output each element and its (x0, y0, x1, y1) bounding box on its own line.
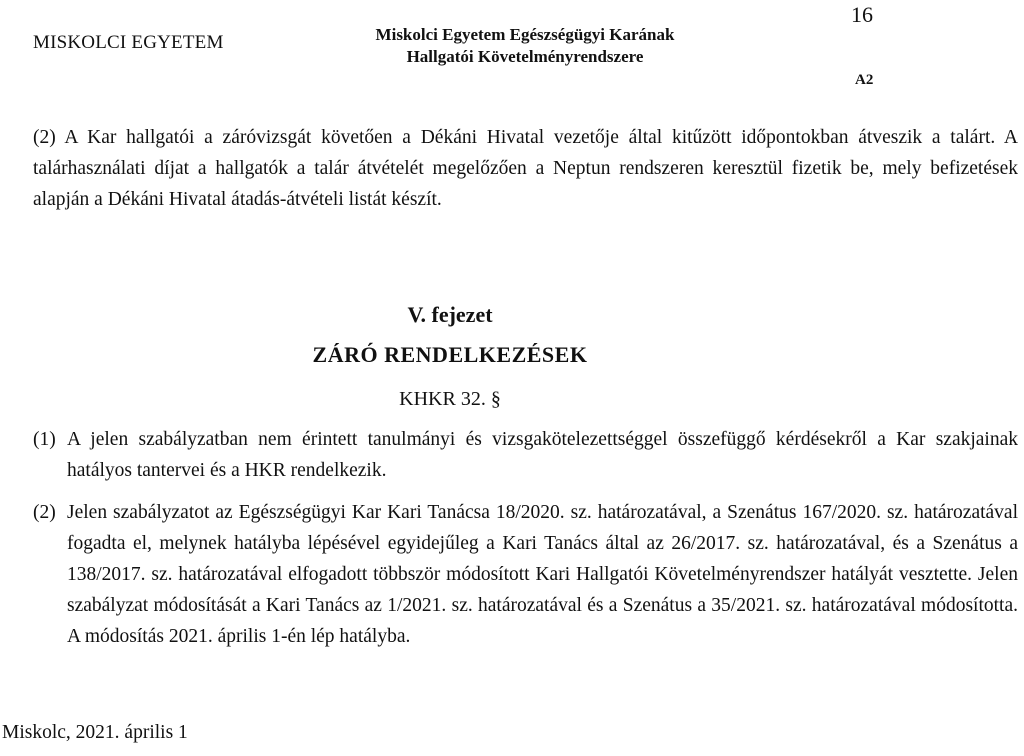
paragraph-2: (2) A Kar hallgatói a záróvizsgát követően a Dékáni Hivatal vezetője által kitűzött időpontokban átveszik a talárt. A talárhasználati díjat a hallgatók a talár átvételét megelőzően a Neptun rendszeren keresztül fizetik be, mely befizetések alapján a Dékáni Hivatal átadás-átvételi listát készít. (33, 127, 1018, 210)
place-and-date: Miskolc, 2021. április 1 (2, 722, 188, 743)
section-item-1 (33, 424, 1018, 486)
item-number: (2) (33, 502, 56, 523)
chapter-title: ZÁRÓ RENDELKEZÉSEK (312, 342, 588, 367)
item-text: Jelen szabályzatot az Egészségügyi Kar Kari Tanácsa 18/2020. sz. határozatával, a Szenátus 167/2020. sz. határozatával fogadta el, melynek hatályba lépésével egyidejűleg a Kari Tanács által az 26/2017. sz. határozatával, és a Szenátus a 138/2017. sz. határozatával elfogadott többször módosított Kari Hallgatói Követelményrendszer hatályát vesztette. Jelen szabályzat módosítását a Kari Tanács az 1/2021. sz. határozatával és a Szenátus a 35/2021. sz. határozatával módosította. A módosítás 2021. április 1-én lép hatályba. (67, 502, 1018, 647)
university-name: MISKOLCI EGYETEM (33, 32, 224, 53)
item-number: (1) (33, 429, 56, 450)
item-text: A jelen szabályzatban nem érintett tanulmányi és vizsgakötelezettséggel összefüggő kérdésekről a Kar szakjainak hatályos tantervei és a HKR rendelkezik. (67, 429, 1018, 481)
document-title (330, 24, 720, 68)
document-title-line-2: Hallgatói Követelményrendszere (406, 47, 644, 66)
annex-label: A2 (855, 72, 874, 88)
chapter-number: V. fejezet (407, 302, 493, 327)
page-number: 16 (851, 2, 873, 27)
document-title-line-1: Miskolci Egyetem Egészségügyi Karának (375, 25, 675, 44)
section-heading: KHKR 32. § (399, 388, 501, 410)
section-item-2 (33, 497, 1018, 652)
